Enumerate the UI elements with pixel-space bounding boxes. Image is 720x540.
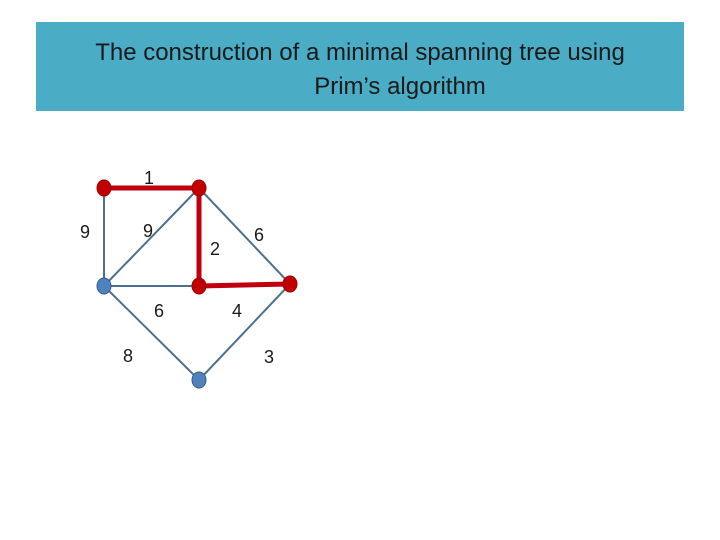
- weights-layer: [80, 168, 274, 367]
- edge-weight-label: 8: [122, 345, 134, 366]
- edge-weight-label: 2: [209, 238, 221, 259]
- vertex-f: [192, 372, 206, 388]
- vertex-b: [192, 180, 206, 196]
- edge-b-e: [199, 188, 290, 284]
- edge-weight-label: 9: [142, 220, 154, 241]
- title-line-1: The construction of a minimal spanning tree using: [95, 39, 625, 66]
- vertex-a: [97, 180, 111, 196]
- edge-c-f: [104, 286, 199, 380]
- vertex-c: [97, 278, 111, 294]
- edge-e-f: [199, 284, 290, 380]
- title-line-2: Prim’s algorithm: [314, 73, 486, 100]
- edge-weight-label: 9: [79, 221, 91, 242]
- vertex-e: [283, 276, 297, 292]
- tree-edge-d-e: [199, 284, 290, 286]
- edge-weight-label: 6: [153, 300, 165, 321]
- edge-weight-label: 3: [263, 346, 275, 367]
- vertex-d: [192, 278, 206, 294]
- edge-weight-label: 1: [143, 167, 155, 188]
- edge-weight-label: 4: [231, 300, 243, 321]
- edge-weight-label: 6: [253, 224, 265, 245]
